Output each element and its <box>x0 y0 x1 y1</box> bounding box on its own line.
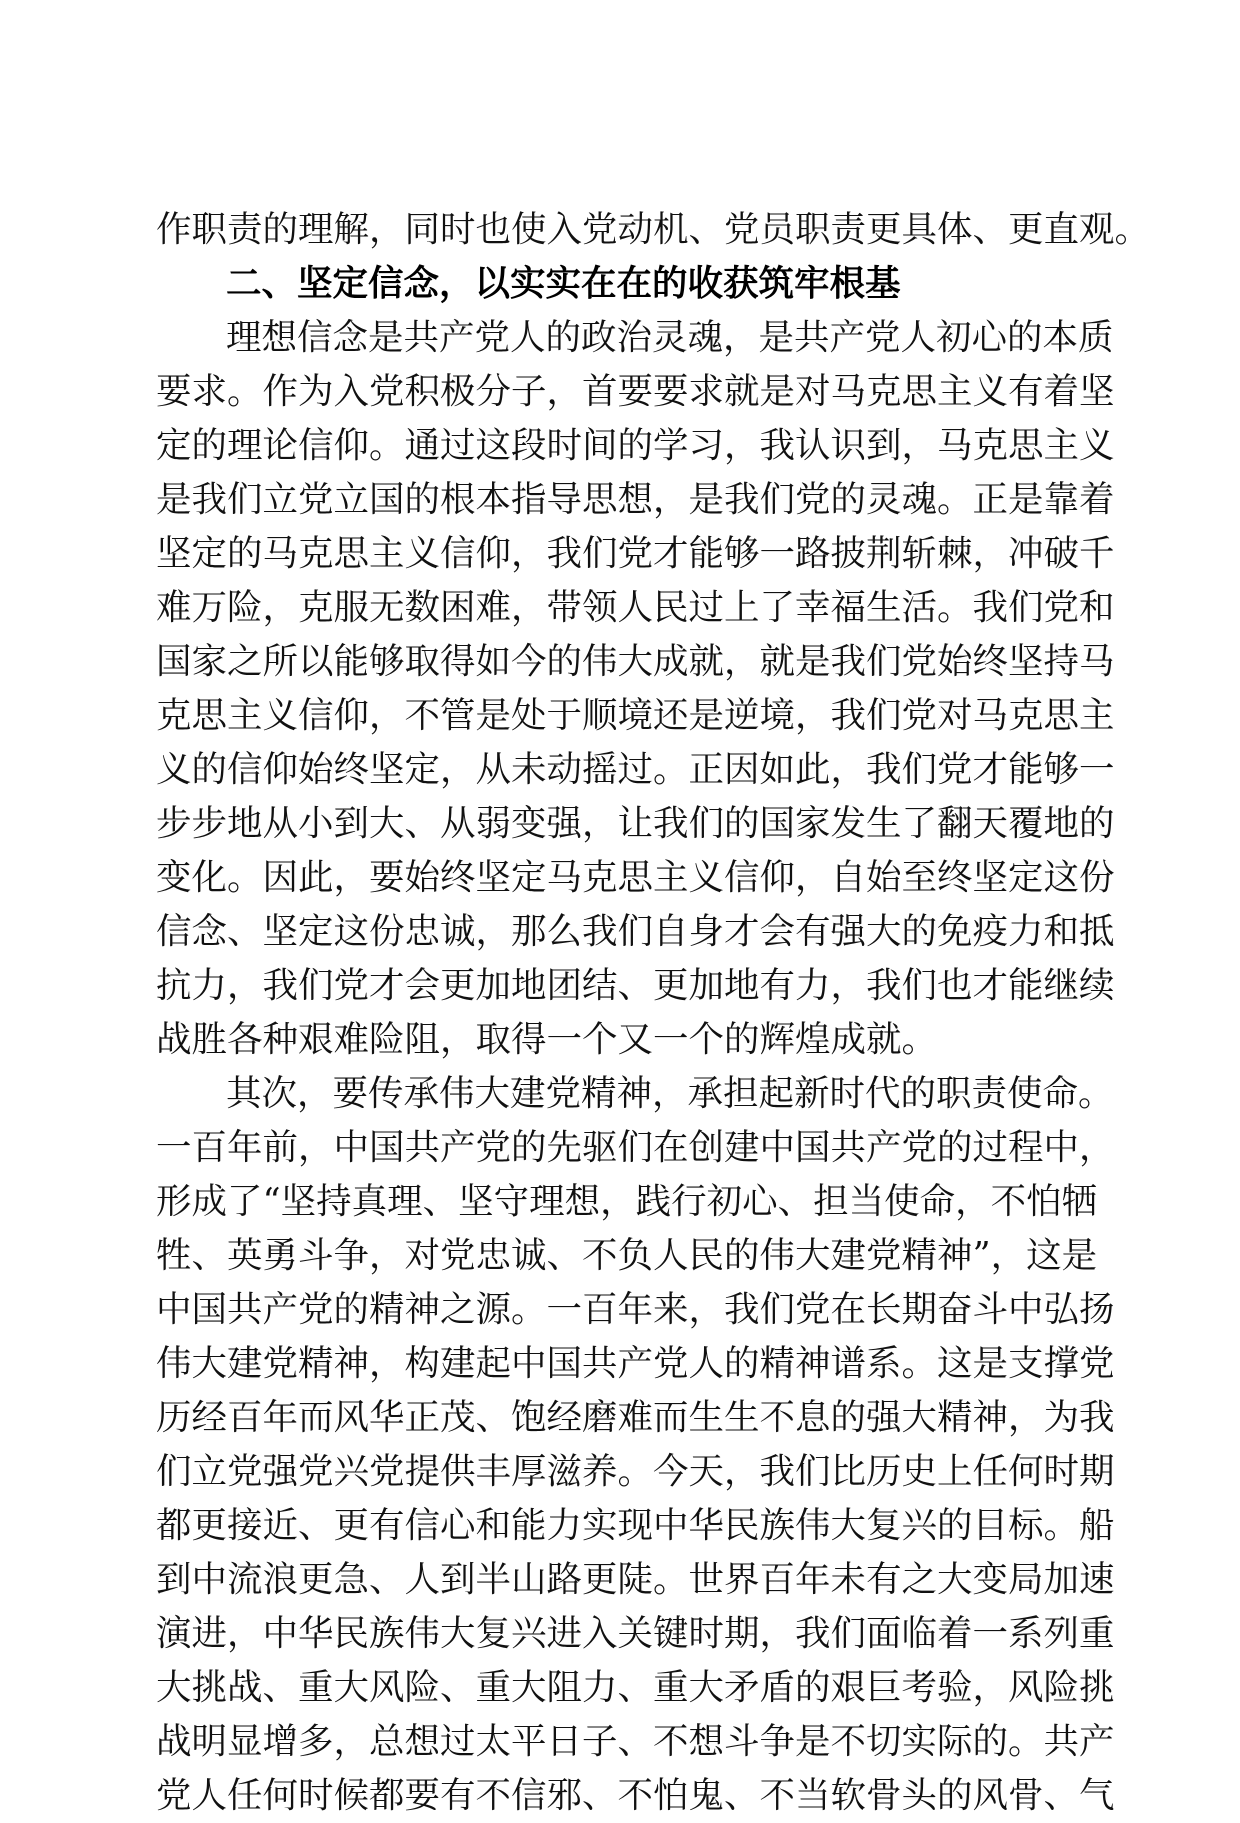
paragraph-line: 克思主义信仰，不管是处于顺境还是逆境，我们党对马克思主 <box>156 695 1115 736</box>
section-heading: 二、坚定信念，以实实在在的收获筑牢根基 <box>226 263 901 304</box>
paragraph-line: 信念、坚定这份忠诚，那么我们自身才会有强大的免疫力和抵 <box>156 911 1115 952</box>
paragraph-line: 牲、英勇斗争，对党忠诚、不负人民的伟大建党精神”，这是 <box>156 1235 1098 1276</box>
paragraph-line: 坚定的马克思主义信仰，我们党才能够一路披荆斩棘，冲破千 <box>156 533 1115 574</box>
paragraph-line: 作职责的理解，同时也使入党动机、党员职责更具体、更直观。 <box>156 209 1151 250</box>
paragraph-line: 变化。因此，要始终坚定马克思主义信仰，自始至终坚定这份 <box>156 857 1115 898</box>
paragraph-line: 战明显增多，总想过太平日子、不想斗争是不切实际的。共产 <box>156 1721 1115 1762</box>
paragraph-line: 形成了“坚持真理、坚守理想，践行初心、担当使命，不怕牺 <box>156 1181 1098 1222</box>
paragraph-last-line: 战胜各种艰难险阻，取得一个又一个的辉煌成就。 <box>156 1019 938 1060</box>
paragraph-line: 难万险，克服无数困难，带领人民过上了幸福生活。我们党和 <box>156 587 1115 628</box>
paragraph-line: 抗力，我们党才会更加地团结、更加地有力，我们也才能继续 <box>156 965 1115 1006</box>
paragraph-line: 伟大建党精神，构建起中国共产党人的精神谱系。这是支撑党 <box>156 1343 1115 1384</box>
paragraph-line: 要求。作为入党积极分子，首要要求就是对马克思主义有着坚 <box>156 371 1115 412</box>
paragraph-line: 们立党强党兴党提供丰厚滋养。今天，我们比历史上任何时期 <box>156 1451 1115 1492</box>
paragraph-line: 定的理论信仰。通过这段时间的学习，我认识到，马克思主义 <box>156 425 1115 466</box>
paragraph-line: 大挑战、重大风险、重大阻力、重大矛盾的艰巨考验，风险挑 <box>156 1667 1115 1708</box>
paragraph-line: 到中流浪更急、人到半山路更陡。世界百年未有之大变局加速 <box>156 1559 1115 1600</box>
paragraph-line: 党人任何时候都要有不信邪、不怕鬼、不当软骨头的风骨、气 <box>156 1775 1115 1816</box>
paragraph-first-line: 理想信念是共产党人的政治灵魂，是共产党人初心的本质 <box>226 317 1114 358</box>
paragraph-line: 中国共产党的精神之源。一百年来，我们党在长期奋斗中弘扬 <box>156 1289 1115 1330</box>
paragraph-line: 国家之所以能够取得如今的伟大成就，就是我们党始终坚持马 <box>156 641 1115 682</box>
paragraph-line: 义的信仰始终坚定，从未动摇过。正因如此，我们党才能够一 <box>156 749 1115 790</box>
paragraph-first-line: 其次，要传承伟大建党精神，承担起新时代的职责使命。 <box>226 1073 1114 1114</box>
paragraph-line: 演进，中华民族伟大复兴进入关键时期，我们面临着一系列重 <box>156 1613 1115 1654</box>
paragraph-line: 历经百年而风华正茂、饱经磨难而生生不息的强大精神，为我 <box>156 1397 1115 1438</box>
paragraph-line: 步步地从小到大、从弱变强，让我们的国家发生了翻天覆地的 <box>156 803 1115 844</box>
paragraph-line: 都更接近、更有信心和能力实现中华民族伟大复兴的目标。船 <box>156 1505 1115 1546</box>
paragraph-line: 是我们立党立国的根本指导思想，是我们党的灵魂。正是靠着 <box>156 479 1115 520</box>
paragraph-line: 一百年前，中国共产党的先驱们在创建中国共产党的过程中， <box>156 1127 1115 1168</box>
